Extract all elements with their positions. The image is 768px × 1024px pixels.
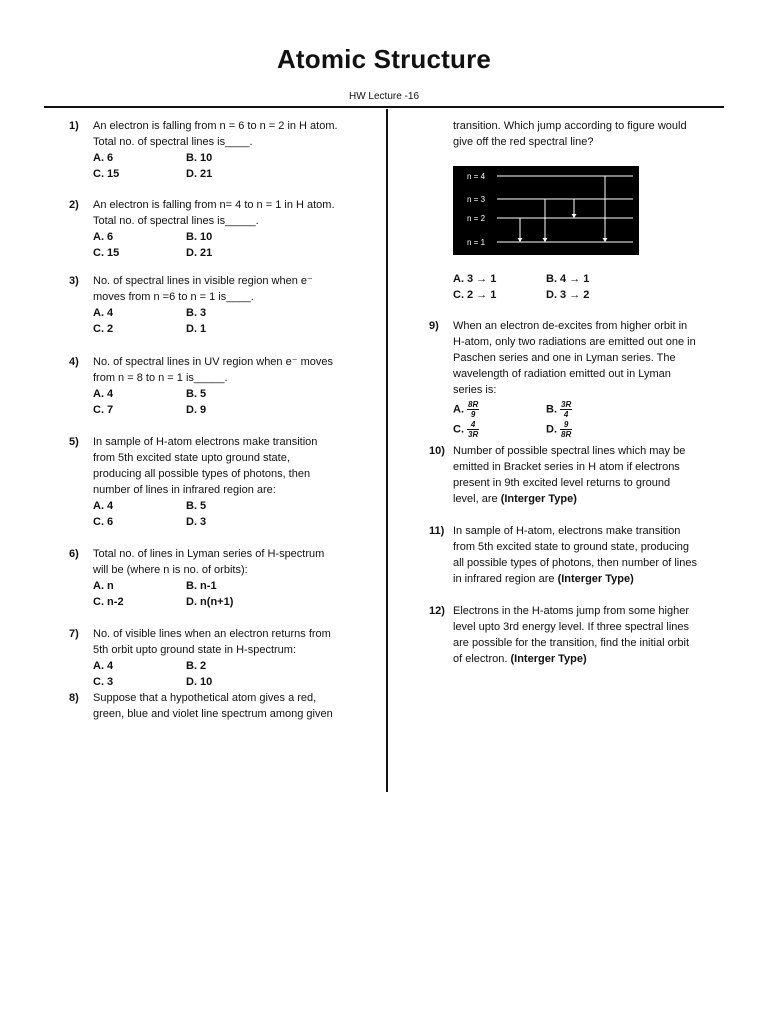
question-text: An electron is falling from n= 4 to n = 1 in H atom. Total no. of spectral lines is_____. — [93, 199, 335, 227]
question-number: 11) — [429, 525, 445, 537]
option-b: B. 3 — [186, 307, 207, 319]
question-text: In sample of H-atom, electrons make transition from 5th excited state to ground state, producing all possible types of photons, then number of lines in infrared region are (Interger Type) — [453, 525, 697, 585]
question-number: 10) — [429, 445, 445, 457]
arrow-head — [572, 214, 577, 218]
arrow-head — [518, 238, 523, 242]
option-c: C. 15 — [93, 247, 120, 259]
option-a: A. 6 — [93, 152, 114, 164]
level-label: n = 1 — [467, 238, 486, 247]
question-number: 5) — [69, 436, 79, 448]
option-b: B. 5 — [186, 500, 207, 512]
header-divider — [44, 106, 724, 108]
option-a: A. 4 — [93, 660, 114, 672]
option-c: C. $\frac{4}{3R}$ — [453, 420, 479, 439]
option-c: C. 7 — [93, 404, 114, 416]
option-d: D. 1 — [186, 323, 207, 335]
arrow-head — [603, 238, 608, 242]
question-text: No. of visible lines when an electron returns from 5th orbit upto ground state in H-spectrum: — [93, 628, 331, 656]
energy-level-diagram — [453, 166, 639, 255]
question-text: Total no. of lines in Lyman series of H-spectrum will be (where n is no. of orbits): — [93, 548, 325, 576]
fraction: $\frac{9}{8R}$ — [561, 420, 572, 439]
level-label: n = 4 — [467, 172, 486, 181]
question-text: When an electron de-excites from higher orbit in H-atom, only two radiations are emitted out one in Paschen series and one in Lyman series. The wavelength of radiation emitted out in Lyman series is: — [453, 320, 696, 396]
option-a: A. 4 — [93, 307, 114, 319]
question-text: An electron is falling from n = 6 to n = 2 in H atom. Total no. of spectral lines is____. — [93, 120, 338, 148]
option-b: B. 10 — [186, 152, 213, 164]
option-d: D. n(n+1) — [186, 596, 234, 608]
question-number: 8) — [69, 692, 79, 704]
fraction: $\frac{3R}{4}$ — [561, 400, 572, 419]
question-number: 1) — [69, 120, 79, 132]
question-number: 6) — [69, 548, 79, 560]
option-d: D. 9 — [186, 404, 207, 416]
option-b: B. 5 — [186, 388, 207, 400]
question-text: Electrons in the H-atoms jump from some higher level upto 3rd energy level. If three spectral lines are possible for the transition, find the initial orbit of electron. (Interger Type) — [453, 605, 690, 665]
level-label: n = 3 — [467, 195, 486, 204]
option-c: C. 3 — [93, 676, 114, 688]
fraction: $\frac{4}{3R}$ — [468, 420, 479, 439]
question-number: 3) — [69, 275, 79, 287]
column-divider — [386, 109, 388, 792]
question-number: 12) — [429, 605, 445, 617]
option-b: B. 10 — [186, 231, 213, 243]
integer-type-tag: (Interger Type) — [557, 573, 634, 585]
page-title: Atomic Structure — [276, 44, 492, 74]
option-a: A. n — [93, 580, 114, 592]
arrow-head — [543, 238, 548, 242]
option-d: D. 3 — [186, 516, 207, 528]
option-b: B. 2 — [186, 660, 207, 672]
option-b: B. 4 → 1 — [546, 273, 590, 285]
page-subtitle: HW Lecture -16 — [348, 91, 420, 102]
option-d: D. 3 → 2 — [546, 289, 590, 301]
question-number: 4) — [69, 356, 79, 368]
option-a: A. 4 — [93, 388, 114, 400]
option-c: C. 2 — [93, 323, 114, 335]
fraction: $\frac{8R}{9}$ — [468, 400, 479, 419]
option-c: C. n-2 — [93, 596, 124, 608]
option-b: B. n-1 — [186, 580, 217, 592]
option-d: D. 21 — [186, 247, 213, 259]
option-b: B. $\frac{3R}{4}$ — [546, 400, 572, 419]
option-d: D. 10 — [186, 676, 213, 688]
question-text: Number of possible spectral lines which may be emitted in Bracket series in H atom if electrons present in 9th excited level returns to ground level, are (Interger Type) — [453, 445, 686, 505]
question-8-continued: transition. Which jump according to figure would give off the red spectral line? — [453, 120, 687, 148]
level-label: n = 2 — [467, 214, 486, 223]
option-a: A. 6 — [93, 231, 114, 243]
option-c: C. 15 — [93, 168, 120, 180]
question-number: 7) — [69, 628, 79, 640]
option-a: A. 4 — [93, 500, 114, 512]
option-c: C. 2 → 1 — [453, 289, 497, 301]
integer-type-tag: (Interger Type) — [500, 493, 577, 505]
integer-type-tag: (Interger Type) — [510, 653, 587, 665]
question-number: 9) — [429, 320, 439, 332]
question-text: Suppose that a hypothetical atom gives a red, green, blue and violet line spectrum among given — [93, 692, 333, 720]
option-a: A. 3 → 1 — [453, 273, 497, 285]
option-d: D. $\frac{9}{8R}$ — [546, 420, 572, 439]
question-text: No. of spectral lines in visible region when e⁻ moves from n =6 to n = 1 is____. — [93, 275, 313, 303]
question-number: 2) — [69, 199, 79, 211]
option-a: A. $\frac{8R}{9}$ — [453, 400, 479, 419]
question-text: No. of spectral lines in UV region when e⁻ moves from n = 8 to n = 1 is_____. — [93, 356, 333, 384]
option-d: D. 21 — [186, 168, 213, 180]
option-c: C. 6 — [93, 516, 114, 528]
question-text: In sample of H-atom electrons make transition from 5th excited state upto ground state, producing all possible types of photons, then number of lines in infrared region are: — [93, 436, 318, 496]
